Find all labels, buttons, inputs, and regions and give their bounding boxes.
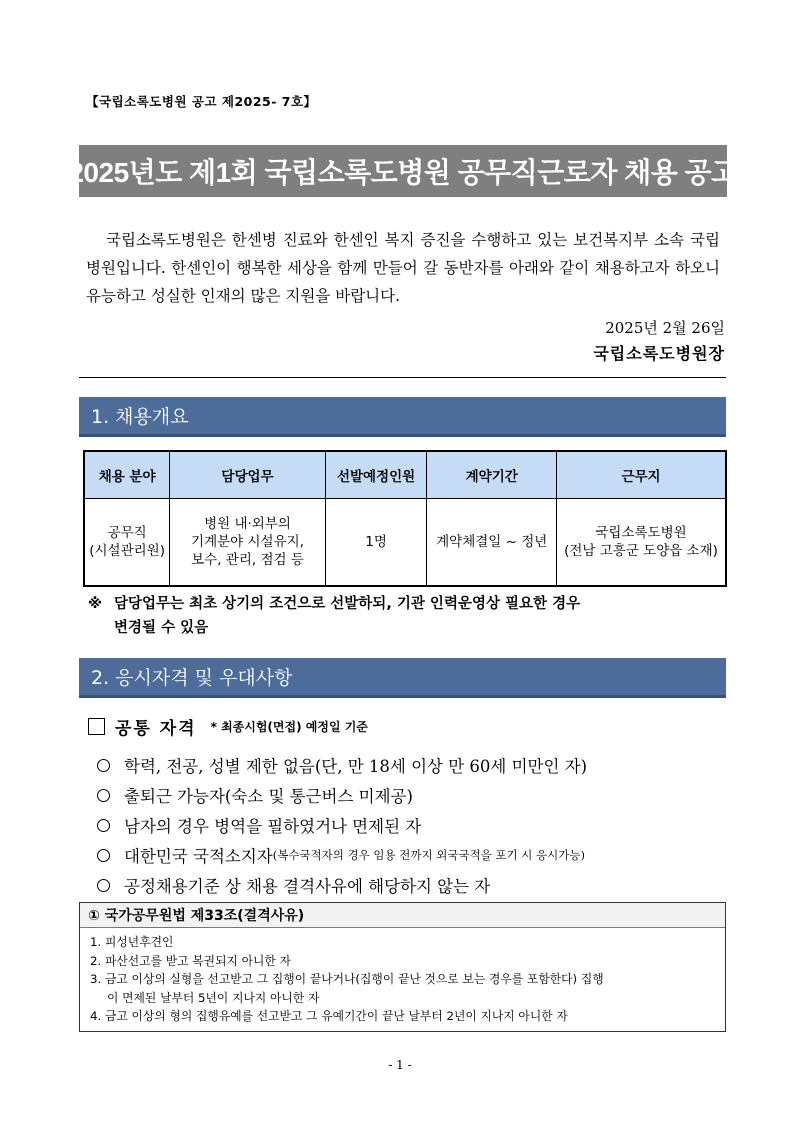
law-item: 2. 파산선고를 받고 복권되지 아니한 자: [90, 953, 291, 968]
law-item-continued: 이 면제된 날부터 5년이 지나지 아니한 자: [107, 990, 320, 1005]
list-item: [94, 750, 734, 780]
table-row: [84, 499, 726, 587]
common-sub-label: * 최종시험(면접) 예정일 기준: [210, 720, 368, 734]
cell-period: 계약체결일 ~ 정년: [427, 499, 557, 587]
circle-bullet-icon: [97, 759, 110, 772]
duty-line: 기계분야 시설유지,: [191, 534, 304, 550]
location-line: 국립소록도병원: [595, 525, 687, 541]
list-item: [94, 810, 734, 840]
list-item: [94, 870, 734, 900]
qualification-note: (복수국적자의 경우 임용 전까지 외국국적을 포기 시 응시가능): [272, 848, 585, 862]
list-item: [94, 780, 734, 810]
square-bullet-icon: [88, 718, 105, 735]
duty-change-note: [88, 592, 728, 640]
qualification-list: [94, 750, 734, 900]
cell-location: [557, 499, 726, 587]
field-line: (시설관리원): [89, 543, 165, 559]
section-1-header: 1. 채용개요: [79, 397, 726, 437]
duty-line: 보수, 관리, 점검 등: [191, 552, 304, 568]
qualification-text: 학력, 전공, 성별 제한 없음(단, 만 18세 이상 만 60세 미만인 자): [124, 757, 588, 776]
common-qualification-heading: [88, 714, 368, 739]
circle-bullet-icon: [97, 879, 110, 892]
header-field: 채용 분야: [84, 451, 170, 499]
note-mark: ※: [88, 596, 103, 612]
law-item-list: [80, 928, 725, 1026]
recruitment-overview-table: [83, 450, 727, 587]
note-line: 담당업무는 최초 상기의 조건으로 선발하되, 기관 인력운영상 필요한 경우: [114, 596, 581, 612]
common-label: 공통 자격: [115, 719, 197, 739]
qualification-text: 출퇴근 가능자(숙소 및 통근버스 미제공): [124, 787, 413, 806]
circle-bullet-icon: [97, 849, 110, 862]
signer: 국립소록도병원장: [593, 344, 725, 363]
header-count: 선발예정인원: [325, 451, 427, 499]
notice-date: 2025년 2월 26일: [605, 319, 725, 337]
note-line: 변경될 수 있음: [114, 620, 209, 636]
list-item: [94, 840, 734, 870]
header-duty: 담당업무: [170, 451, 326, 499]
header-location: 근무지: [557, 451, 726, 499]
document-title: 2025년도 제1회 국립소록도병원 공무직근로자 채용 공고: [79, 145, 727, 197]
duty-line: 병원 내·외부의: [204, 516, 291, 532]
header-period: 계약기간: [427, 451, 557, 499]
circle-bullet-icon: [97, 789, 110, 802]
divider: [79, 377, 726, 378]
qualification-text: 공정채용기준 상 채용 결격사유에 해당하지 않는 자: [124, 877, 491, 896]
cell-field: [84, 499, 170, 587]
location-line: (전남 고흥군 도양읍 소재): [564, 543, 718, 559]
table-header-row: [84, 451, 726, 499]
field-line: 공무직: [107, 525, 147, 541]
law-box-title: ① 국가공무원법 제33조(결격사유): [80, 903, 725, 928]
qualification-text: 남자의 경우 병역을 필하였거나 면제된 자: [124, 817, 422, 836]
section-2-header: 2. 응시자격 및 우대사항: [79, 658, 726, 698]
disqualification-law-box: [79, 902, 726, 1032]
law-item: 4. 금고 이상의 형의 집행유예를 선고받고 그 유예기간이 끝난 날부터 2년이 지나지 아니한 자: [90, 1009, 568, 1023]
notice-number: 【국립소록도병원 공고 제2025- 7호】: [86, 94, 317, 109]
circle-bullet-icon: [97, 819, 110, 832]
cell-count: 1명: [325, 499, 427, 587]
page-number: - 1 -: [388, 1058, 412, 1072]
cell-duty: [170, 499, 326, 587]
law-item: 3. 금고 이상의 실형을 선고받고 그 집행이 끝나거나(집행이 끝난 것으로 보는 경우를 포함한다) 집행: [90, 972, 604, 986]
law-item: 1. 피성년후견인: [90, 935, 174, 949]
intro-paragraph: 국립소록도병원은 한센병 진료와 한센인 복지 증진을 수행하고 있는 보건복지부 소속 국립병원입니다. 한센인이 행복한 세상을 함께 만들어 갈 동반자를 아래와 같이 채용하고자 하오니 유능하고 성실한 인재의 많은 지원을 바랍니다.: [86, 231, 720, 305]
qualification-text: 대한민국 국적소지자: [124, 847, 273, 866]
